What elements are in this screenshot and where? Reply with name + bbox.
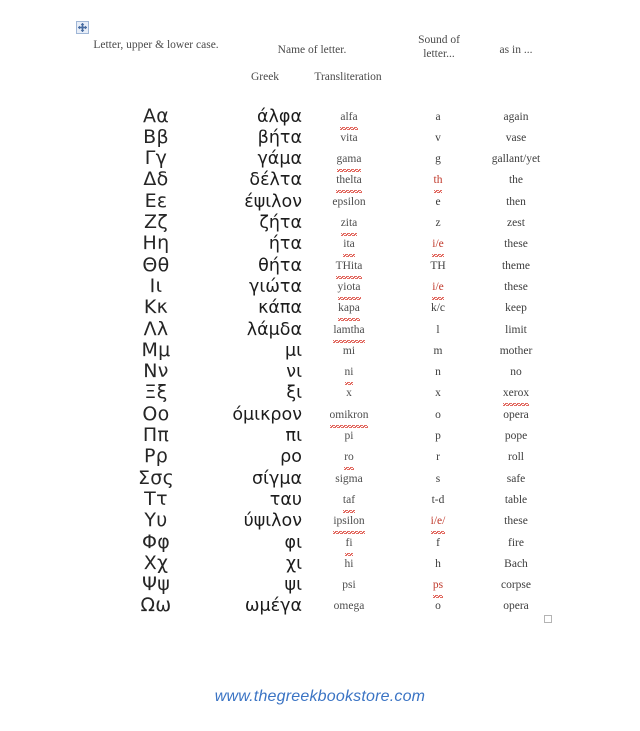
cell-greek-name: κάπα xyxy=(258,298,302,319)
cell-transliteration: psi xyxy=(342,579,356,592)
cell-transliteration: mi xyxy=(342,344,356,357)
cell-as-in: these xyxy=(504,515,528,528)
cell-sound xyxy=(404,233,472,256)
cell-greek-name: θήτα xyxy=(258,255,302,276)
cell-letter-pair: Ξξ xyxy=(144,381,168,404)
cell-greek-name: έψιλον xyxy=(244,191,302,212)
cell-as-in: fire xyxy=(508,536,524,549)
table-row xyxy=(0,233,640,254)
cell-letter-pair: Θθ xyxy=(142,253,170,276)
table-row xyxy=(0,553,640,574)
cell-transliteration xyxy=(306,489,392,512)
spellcheck-underline: gama xyxy=(337,148,362,171)
cell-sound: v xyxy=(435,131,441,144)
cell-sound: t-d xyxy=(431,493,445,506)
spellcheck-underline: lamtha xyxy=(333,319,364,342)
cell-letter-pair: Μμ xyxy=(141,338,171,361)
cell-as-in: opera xyxy=(503,600,529,613)
cell-greek-name: βήτα xyxy=(257,127,302,148)
cell-transliteration xyxy=(306,532,392,555)
cell-as-in: opera xyxy=(503,408,529,421)
cell-sound: h xyxy=(435,557,441,570)
cell-transliteration xyxy=(306,404,392,427)
cell-transliteration: vita xyxy=(340,131,358,144)
cell-sound: z xyxy=(435,217,441,229)
spellcheck-underline: omikron xyxy=(330,404,369,427)
cell-sound: e xyxy=(435,195,441,208)
cell-greek-name: ήτα xyxy=(268,234,302,255)
table-row xyxy=(0,510,640,531)
cell-sound xyxy=(404,276,472,299)
cell-sound: p xyxy=(435,430,441,442)
cell-sound: f xyxy=(436,536,440,549)
spellcheck-underline: th xyxy=(434,169,443,192)
spellcheck-underline: kapa xyxy=(338,297,360,320)
cell-letter-pair: Ιι xyxy=(149,274,163,297)
cell-greek-name: λάμδα xyxy=(246,319,302,340)
cell-sound: TH xyxy=(430,259,446,272)
cell-greek-name: χι xyxy=(285,553,302,574)
cell-sound: n xyxy=(435,366,441,379)
spellcheck-underline: xerox xyxy=(503,382,529,405)
cell-greek-name: ρο xyxy=(280,447,302,468)
cell-letter-pair: Νν xyxy=(143,360,169,383)
cell-as-in: table xyxy=(504,493,528,506)
cell-greek-name: γιώτα xyxy=(248,276,302,297)
cell-letter-pair: Γγ xyxy=(144,147,168,170)
table-row xyxy=(0,595,640,616)
spellcheck-underline: alfa xyxy=(340,106,357,129)
spellcheck-underline: zita xyxy=(341,212,358,235)
cell-letter-pair: Ππ xyxy=(142,424,170,446)
cell-as-in: no xyxy=(510,366,522,379)
spellcheck-underline: i/e/ xyxy=(431,510,446,533)
cell-greek-name: πι xyxy=(285,426,302,446)
cell-greek-name: ψι xyxy=(284,575,302,596)
spellcheck-underline: thelta xyxy=(336,169,362,192)
table-row xyxy=(0,574,640,595)
cell-transliteration xyxy=(306,297,392,320)
cell-as-in: the xyxy=(508,174,524,187)
cell-letter-pair: Ττ xyxy=(144,487,168,510)
cell-greek-name: σίγμα xyxy=(251,468,302,489)
header-transliteration: Transliteration xyxy=(314,71,382,83)
cell-greek-name: ταυ xyxy=(269,489,302,510)
cell-transliteration: pi xyxy=(344,430,354,442)
cell-greek-name: όμικρον xyxy=(232,404,302,425)
cell-letter-pair: Φφ xyxy=(141,530,171,553)
cell-sound: s xyxy=(435,472,441,485)
cell-greek-name: φι xyxy=(284,532,302,553)
cell-transliteration: sigma xyxy=(335,472,363,485)
cell-as-in: vase xyxy=(505,131,527,144)
table-row xyxy=(0,446,640,467)
cell-as-in: roll xyxy=(508,451,524,464)
cell-as-in: pope xyxy=(504,430,528,442)
cell-transliteration: hi xyxy=(344,557,354,570)
table-row xyxy=(0,127,640,148)
header-sound-of-letter: Sound of letter... xyxy=(418,34,460,60)
cell-as-in: keep xyxy=(505,302,527,315)
cell-sound: x xyxy=(435,387,441,400)
table-row xyxy=(0,191,640,212)
spellcheck-underline: i/e xyxy=(432,233,444,256)
cell-sound: o xyxy=(435,600,441,613)
cell-sound: o xyxy=(435,408,441,421)
table-row xyxy=(0,382,640,403)
header-letter-case: Letter, upper & lower case. xyxy=(93,39,219,51)
spellcheck-underline: ps xyxy=(433,574,443,597)
cell-as-in: limit xyxy=(505,323,527,336)
cell-as-in: Bach xyxy=(504,557,528,570)
cell-transliteration xyxy=(306,361,392,384)
cell-as-in: these xyxy=(504,238,528,251)
table-row xyxy=(0,340,640,361)
cell-sound: l xyxy=(436,323,440,336)
cell-sound xyxy=(404,574,472,597)
cell-sound xyxy=(404,510,472,533)
cell-greek-name: ωμέγα xyxy=(244,596,302,617)
cell-transliteration xyxy=(306,106,392,129)
cell-as-in: zest xyxy=(507,217,525,229)
footer-website-url[interactable]: www.thegreekbookstore.com xyxy=(214,688,426,705)
cell-transliteration xyxy=(306,233,392,256)
table-resize-handle[interactable] xyxy=(544,615,552,623)
cell-greek-name: νι xyxy=(286,362,302,383)
cell-as-in xyxy=(472,382,560,405)
cell-letter-pair: Ωω xyxy=(140,594,172,617)
cell-transliteration xyxy=(306,169,392,192)
cell-letter-pair: Ζζ xyxy=(144,211,168,233)
cell-transliteration: omega xyxy=(333,600,365,613)
cell-transliteration xyxy=(306,319,392,342)
cell-sound: r xyxy=(436,451,440,464)
table-row xyxy=(0,148,640,169)
header-greek: Greek xyxy=(250,71,280,83)
table-row xyxy=(0,169,640,190)
table-row xyxy=(0,404,640,425)
cell-transliteration xyxy=(306,212,392,235)
table-row xyxy=(0,319,640,340)
table-row xyxy=(0,297,640,318)
cell-as-in: theme xyxy=(501,259,531,272)
cell-greek-name: άλφα xyxy=(257,106,302,127)
table-row xyxy=(0,425,640,446)
move-cross-icon xyxy=(77,22,88,33)
table-row xyxy=(0,106,640,127)
spellcheck-underline: THita xyxy=(336,255,363,278)
cell-transliteration xyxy=(306,446,392,469)
cell-transliteration xyxy=(306,276,392,299)
cell-letter-pair: Ψψ xyxy=(141,573,171,596)
cell-transliteration xyxy=(306,255,392,278)
cell-letter-pair: Υυ xyxy=(144,509,168,532)
cell-greek-name: ύψιλον xyxy=(243,511,302,532)
spellcheck-underline: ita xyxy=(343,233,355,256)
cell-letter-pair: Ηη xyxy=(142,232,170,255)
cell-as-in: gallant/yet xyxy=(491,153,541,166)
cell-sound: g xyxy=(435,153,441,166)
spellcheck-underline: i/e xyxy=(432,276,444,299)
cell-letter-pair: Εε xyxy=(144,189,168,212)
cell-sound: k/c xyxy=(430,302,446,315)
cell-letter-pair: Οο xyxy=(142,402,170,425)
cell-as-in: then xyxy=(506,195,526,208)
table-row xyxy=(0,532,640,553)
spellcheck-underline: yiota xyxy=(338,276,361,299)
cell-as-in: safe xyxy=(506,472,526,485)
cell-sound: m xyxy=(433,344,443,357)
table-row xyxy=(0,255,640,276)
header-name-of-letter: Name of letter. xyxy=(277,44,347,56)
cell-as-in: these xyxy=(504,280,528,293)
cell-letter-pair: Ββ xyxy=(143,125,169,148)
cell-letter-pair: Λλ xyxy=(143,317,169,340)
cell-greek-name: μι xyxy=(284,340,302,361)
spellcheck-underline: fi xyxy=(345,532,352,555)
table-row xyxy=(0,489,640,510)
cell-letter-pair: Χχ xyxy=(143,551,169,574)
cell-letter-pair: Ρρ xyxy=(143,445,169,468)
spellcheck-underline: ipsilon xyxy=(333,510,364,533)
cell-greek-name: δέλτα xyxy=(249,170,302,191)
cell-transliteration xyxy=(306,510,392,533)
table-row xyxy=(0,276,640,297)
spellcheck-underline: taf xyxy=(343,489,355,512)
spellcheck-underline: ro xyxy=(344,446,354,469)
cell-as-in: again xyxy=(503,110,529,123)
cell-transliteration xyxy=(306,148,392,171)
cell-letter-pair: Σσς xyxy=(137,466,175,489)
table-row xyxy=(0,468,640,489)
cell-letter-pair: Αα xyxy=(142,104,170,127)
table-row xyxy=(0,361,640,382)
cell-transliteration: x xyxy=(346,387,352,400)
cell-transliteration: epsilon xyxy=(332,195,366,208)
cell-letter-pair: Δδ xyxy=(143,168,169,191)
cell-letter-pair: Κκ xyxy=(143,296,169,319)
cell-sound: a xyxy=(435,110,441,123)
table-row xyxy=(0,212,640,233)
cell-as-in: mother xyxy=(499,344,533,357)
cell-greek-name: ξι xyxy=(286,383,302,404)
spellcheck-underline: ni xyxy=(345,361,354,384)
cell-as-in: corpse xyxy=(500,579,531,592)
cell-greek-name: ζήτα xyxy=(259,213,302,233)
header-as-in: as in ... xyxy=(499,44,533,56)
cell-greek-name: γάμα xyxy=(257,149,302,170)
cell-sound xyxy=(404,169,472,192)
table-move-handle[interactable] xyxy=(76,21,89,34)
